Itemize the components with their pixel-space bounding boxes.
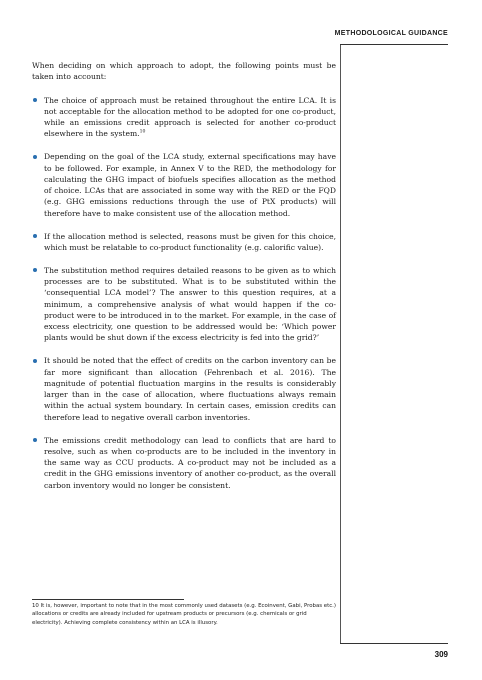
bullet-item (32, 95, 336, 140)
running-header: METHODOLOGICAL GUIDANCE (334, 30, 448, 37)
footnote-rule (32, 599, 184, 600)
bullet-dot-icon (33, 359, 37, 363)
main-text (32, 60, 336, 503)
bullet-text: Depending on the goal of the LCA study, external specifications may have to be followed. For example, in Annex V to the RED, the methodology for calculating the GHG impact of biofuels specifies allocation as the method of choice. LCAs that are associated in some way with the RED or the FQD (e.g. GHG emissions reductions through the use of PtX products) will therefore have to make consistent use of the allocation method. (44, 152, 336, 218)
bullet-dot-icon (33, 438, 37, 442)
bullet-item (32, 265, 336, 344)
bullet-item (32, 435, 336, 491)
margin-rule (340, 45, 341, 643)
bullet-text: If the allocation method is selected, reasons must be given for this choice, which must be relatable to co-product functionality (e.g. calorific value). (44, 231, 336, 252)
bullet-dot-icon (33, 234, 37, 238)
footer-rule (340, 643, 448, 644)
bullet-dot-icon (33, 155, 37, 159)
bullet-item (32, 231, 336, 254)
header-rule (340, 44, 448, 45)
bullet-item (32, 151, 336, 219)
footnote-marker[interactable]: 10 (139, 129, 146, 135)
bullet-text: The choice of approach must be retained throughout the entire LCA. It is not acceptable for the allocation method to be adopted for one co-product, while an emissions credit approach is selected for another co-product elsewhere in the system. (44, 95, 336, 139)
page-number: 309 (434, 650, 448, 659)
footnote: 10 It is, however, important to note that in the most commonly used datasets (e.g. Ecoinvent, Gabi, Probas etc.) allocations or credits are already included for upstream products or precursors (e.g. chemicals or grid electricity). Achieving complete consistency within an LCA is illusory. (32, 603, 336, 626)
intro-paragraph: When deciding on which approach to adopt, the following points must be taken into account: (32, 61, 336, 82)
bullet-list (32, 95, 336, 491)
bullet-text: The substitution method requires detailed reasons to be given as to which processes are to be substituted. What is to be substituted within the ‘consequential LCA model’? The answer to this question requires, at a minimum, a comprehensive analysis of what would happen if the co-product were to be introduced in to the market. For example, in the case of excess electricity, one question to be addressed would be: ‘Which power plants would be shut down if the excess electricity is fed into the grid?’ (44, 265, 336, 343)
bullet-dot-icon (33, 268, 37, 272)
bullet-text: It should be noted that the effect of credits on the carbon inventory can be far more significant than allocation (Fehrenbach et al. 2016). The magnitude of potential fluctuation margins in the results is considerably larger than in the case of allocation, where fluctuations always remain within the actual system boundary. In certain cases, emission credits can therefore lead to negative overall carbon inventories. (44, 356, 336, 422)
bullet-dot-icon (33, 98, 37, 102)
bullet-item (32, 355, 336, 423)
bullet-text: The emissions credit methodology can lead to conflicts that are hard to resolve, such as when co-products are to be included in the inventory in the same way as CCU products. A co-product may not be included as a credit in the GHG emissions inventory of another co-product, as the overall carbon inventory would no longer be consistent. (44, 435, 336, 490)
